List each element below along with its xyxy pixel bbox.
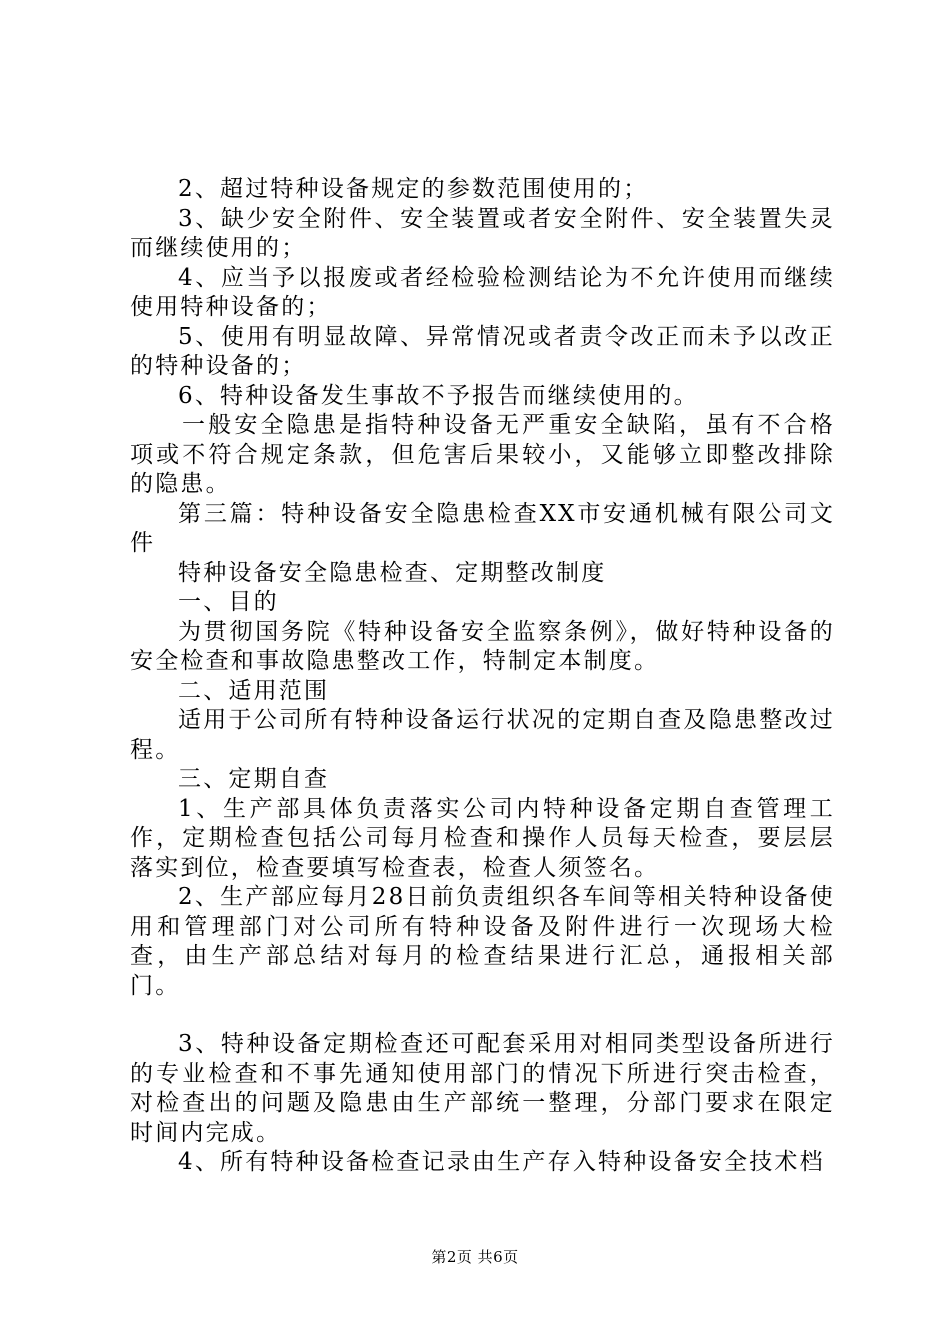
paragraph-inspection-3: 3、特种设备定期检查还可配套采用对相同类型设备所进行的专业检查和不事先通知使用部门的情况下所进行突击检查，对检查出的问题及隐患由生产部统一整理，分部门要求在限定时间内完成。 — [130, 1031, 835, 1146]
heading-scope: 二、适用范围 — [178, 677, 330, 704]
blank-line — [130, 1001, 835, 1030]
paragraph-inspection-2: 2、生产部应每月28日前负责组织各车间等相关特种设备使用和管理部门对公司所有特种设备及附件进行一次现场大检查，由生产部总结对每月的检查结果进行汇总，通报相关部门。 — [130, 884, 835, 999]
paragraph-item-2: 2、超过特种设备规定的参数范围使用的； — [178, 176, 649, 202]
paragraph-scope: 适用于公司所有特种设备运行状况的定期自查及隐患整改过程。 — [130, 707, 835, 763]
paragraph-inspection-1: 1、生产部具体负责落实公司内特种设备定期自查管理工作，定期检查包括公司每月检查和操作人员每天检查，要层层落实到位，检查要填写检查表，检查人须签名。 — [130, 795, 835, 881]
document-body — [130, 175, 835, 1178]
paragraph-item-6: 6、特种设备发生事故不予报告而继续使用的。 — [178, 382, 699, 409]
paragraph-item-4: 4、应当予以报废或者经检验检测结论为不允许使用而继续使用特种设备的； — [130, 264, 835, 320]
paragraph-inspection-4: 4、所有特种设备检查记录由生产存入特种设备安全技术档 — [178, 1149, 825, 1175]
paragraph-item-5: 5、使用有明显故障、异常情况或者责令改正而未予以改正的特种设备的； — [130, 323, 835, 379]
section-heading-part3: 第三篇：特种设备安全隐患检查XX市安通机械有限公司文件 — [130, 500, 835, 556]
document-title: 特种设备安全隐患检查、定期整改制度 — [178, 559, 607, 586]
page-number-footer: 第2页 共6页 — [431, 1248, 519, 1266]
paragraph-item-3: 3、缺少安全附件、安全装置或者安全附件、安全装置失灵而继续使用的； — [130, 205, 835, 261]
paragraph-purpose: 为贯彻国务院《特种设备安全监察条例》，做好特种设备的安全检查和事故隐患整改工作，特制定本制度。 — [130, 618, 835, 674]
heading-purpose: 一、目的 — [178, 589, 279, 615]
heading-self-inspection: 三、定期自查 — [178, 766, 330, 792]
paragraph-general-hazard: 一般安全隐患是指特种设备无严重安全缺陷，虽有不合格项或不符合规定条款，但危害后果较小，又能够立即整改排除的隐患。 — [130, 412, 835, 497]
